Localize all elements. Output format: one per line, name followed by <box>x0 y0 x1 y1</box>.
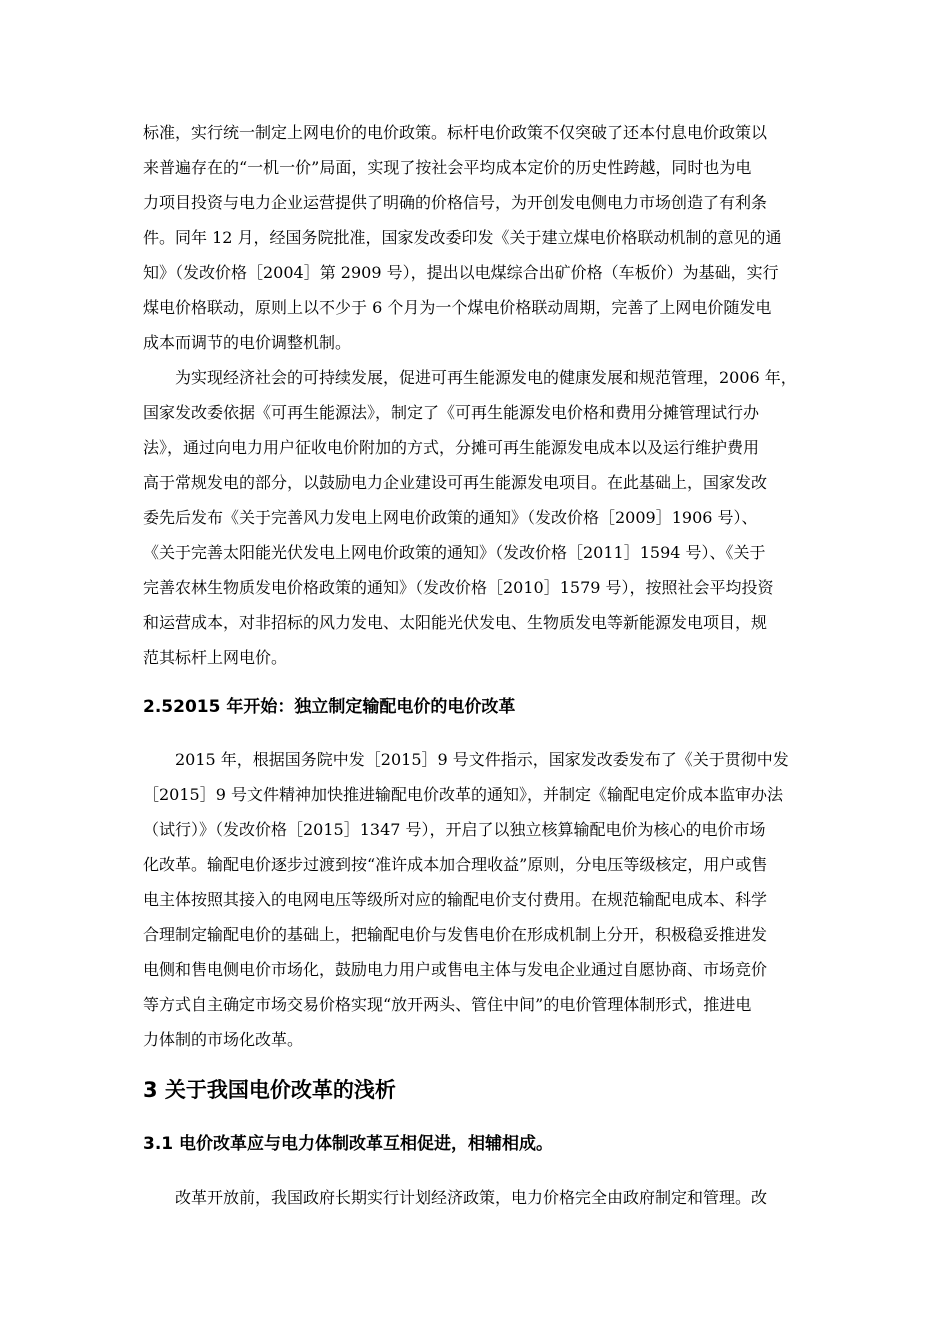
paragraph-line: 电侧和售电侧电价市场化，鼓励电力用户或售电主体与发电企业通过自愿协商、市场竞价 <box>143 960 768 979</box>
paragraph-line: 改革开放前，我国政府长期实行计划经济政策，电力价格完全由政府制定和管理。改 <box>175 1188 768 1207</box>
chapter-heading: 3 关于我国电价改革的浅析 <box>143 1078 396 1102</box>
paragraph-line: 委先后发布《关于完善风力发电上网电价政策的通知》（发改价格［2009］1906 号）、 <box>143 508 758 527</box>
paragraph-line: 知》（发改价格［2004］第 2909 号），提出以电煤综合出矿价格（车板价）为基础，实行 <box>143 263 779 282</box>
section-heading: 3.1 电价改革应与电力体制改革互相促进，相辅相成。 <box>143 1134 554 1154</box>
paragraph-line: 力体制的市场化改革。 <box>143 1030 304 1049</box>
paragraph-line: 化改革。输配电价逐步过渡到按“准许成本加合理收益”原则，分电压等级核定，用户或售 <box>143 855 768 874</box>
section-heading: 2.52015 年开始：独立制定输配电价的电价改革 <box>143 697 516 717</box>
paragraph-line: 和运营成本，对非招标的风力发电、太阳能光伏发电、生物质发电等新能源发电项目，规 <box>143 613 768 632</box>
paragraph-line: 件。同年 12 月，经国务院批准，国家发改委印发《关于建立煤电价格联动机制的意见的通 <box>143 228 782 247</box>
paragraph-line: 《关于完善太阳能光伏发电上网电价政策的通知》（发改价格［2011］1594 号）、《关于 <box>143 543 766 562</box>
paragraph-line: 完善农林生物质发电价格政策的通知》（发改价格［2010］1579 号），按照社会平均投资 <box>143 578 774 597</box>
paragraph-line: 煤电价格联动，原则上以不少于 6 个月为一个煤电价格联动周期，完善了上网电价随发电 <box>143 298 772 317</box>
paragraph-line: （试行）》（发改价格［2015］1347 号），开启了以独立核算输配电价为核心的电价市场 <box>143 820 766 839</box>
paragraph-line: 法》，通过向电力用户征收电价附加的方式，分摊可再生能源发电成本以及运行维护费用 <box>143 438 760 457</box>
paragraph-line: 国家发改委依据《可再生能源法》，制定了《可再生能源发电价格和费用分摊管理试行办 <box>143 403 760 422</box>
paragraph-line: 力项目投资与电力企业运营提供了明确的价格信号，为开创发电侧电力市场创造了有利条 <box>143 193 768 212</box>
paragraph-line: 标准，实行统一制定上网电价的电价政策。标杆电价政策不仅突破了还本付息电价政策以 <box>143 123 768 142</box>
paragraph-line: 2015 年，根据国务院中发［2015］9 号文件指示，国家发改委发布了《关于贯彻中发 <box>175 750 789 769</box>
paragraph-line: 成本而调节的电价调整机制。 <box>143 333 352 352</box>
paragraph-line: 合理制定输配电价的基础上，把输配电价与发售电价在形成机制上分开，积极稳妥推进发 <box>143 925 768 944</box>
paragraph-line: 等方式自主确定市场交易价格实现“放开两头、管住中间”的电价管理体制形式，推进电 <box>143 995 752 1014</box>
paragraph-line: 来普遍存在的“一机一价”局面，实现了按社会平均成本定价的历史性跨越，同时也为电 <box>143 158 752 177</box>
paragraph-line: 电主体按照其接入的电网电压等级所对应的输配电价支付费用。在规范输配电成本、科学 <box>143 890 768 909</box>
paragraph-line: ［2015］9 号文件精神加快推进输配电价改革的通知》，并制定《输配电定价成本监审办法 <box>143 785 783 804</box>
paragraph-line: 高于常规发电的部分，以鼓励电力企业建设可再生能源发电项目。在此基础上，国家发改 <box>143 473 768 492</box>
paragraph-line: 范其标杆上网电价。 <box>143 648 288 667</box>
paragraph-line: 为实现经济社会的可持续发展，促进可再生能源发电的健康发展和规范管理，2006 年， <box>175 368 797 387</box>
